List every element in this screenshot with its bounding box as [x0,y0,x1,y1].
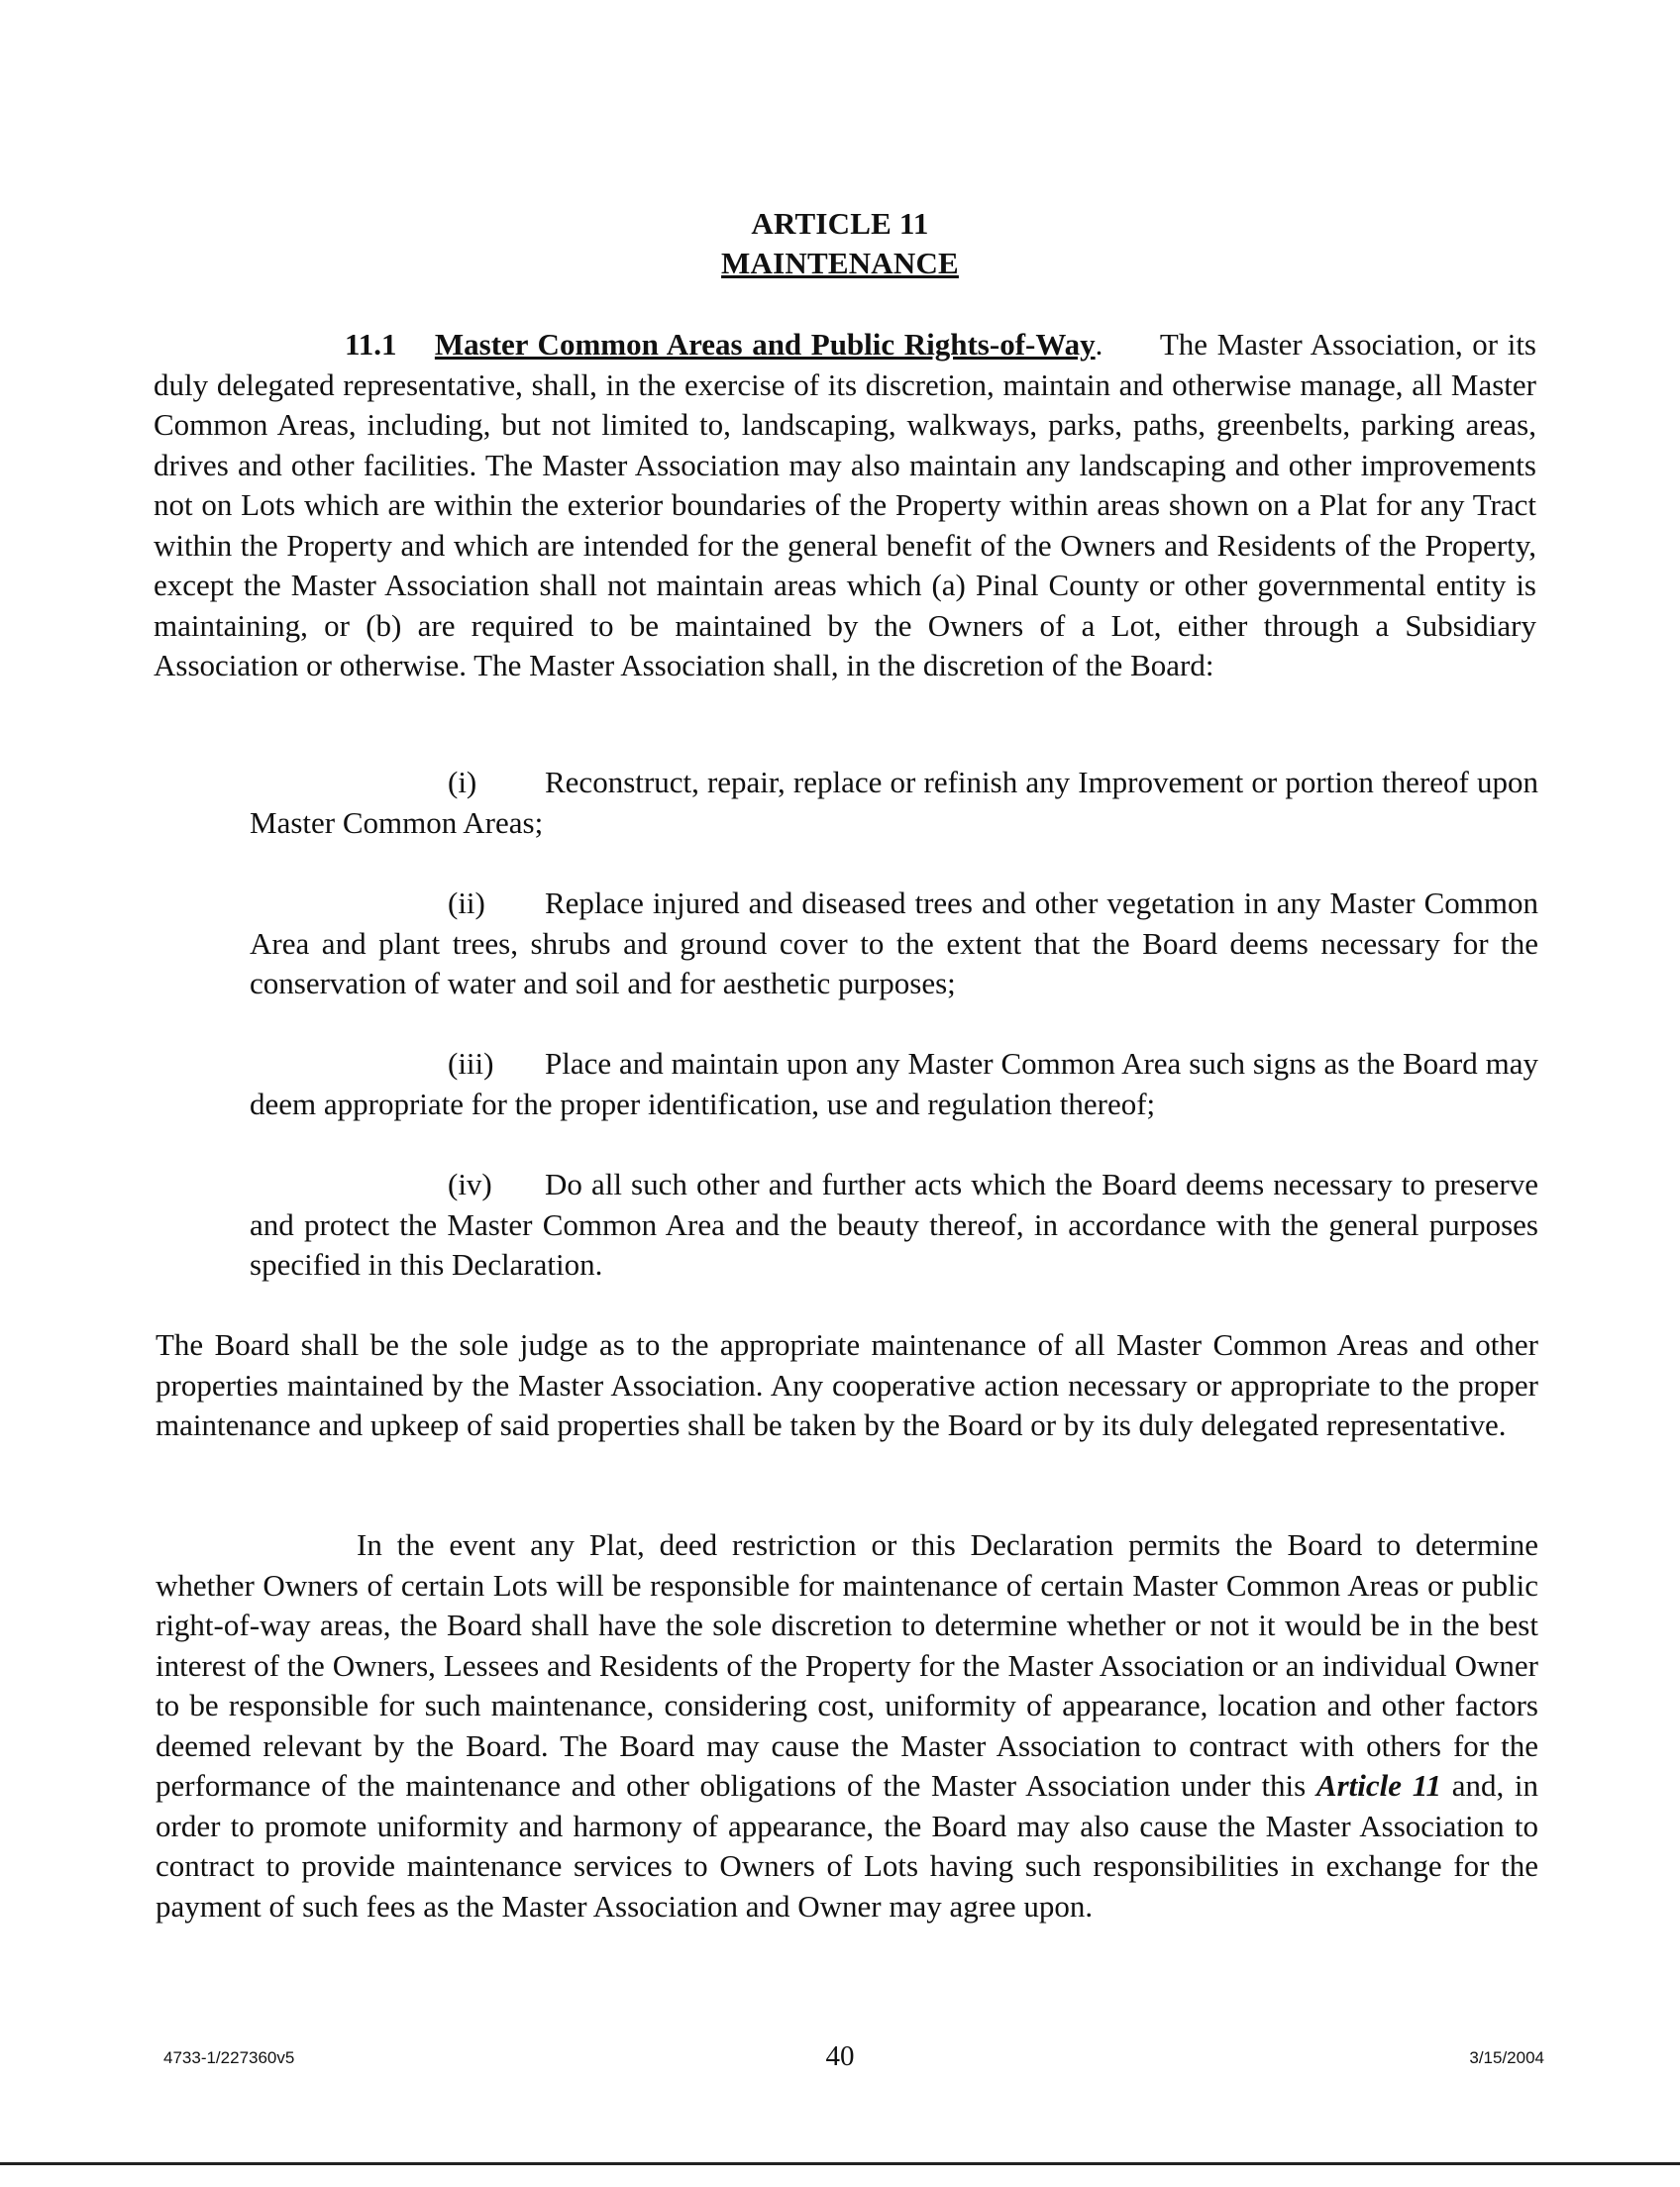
sub-item-label: (iv) [448,1167,492,1201]
section-body: The Master Association, or its duly delegated representative, shall, in the exercise of its discretion, maintain and otherwise manage, all Master Common Areas, including, but not limited to, landscaping, walkways, parks, paths, greenbelts, parking areas, drives and other facilities. The Master Association may also maintain any landscaping and other improvements not on Lots which are within the exterior boundaries of the Property within areas shown on a Plat for any Tract within the Property and which are intended for the general benefit of the Owners and Residents of the Property, except the Master Association shall not maintain areas which (a) Pinal County or other governmental entity is maintaining, or (b) are required to be maintained by the Owners of a Lot, either through a Subsidiary Association or otherwise. The Master Association shall, in the discretion of the Board: [154,327,1536,682]
sub-item [250,1044,1538,1124]
section-title: Master Common Areas and Public Rights-of-Way [434,327,1096,362]
event-paragraph-text: In the event any Plat, deed restriction or this Declaration permits the Board to determine whether Owners of certain Lots will be responsible for maintenance of certain Master Common Areas or public right-of-way areas, the Board shall have the sole discretion to determine whether or not it would be in the best interest of the Owners, Lessees and Residents of the Property for the Master Association or an individual Owner to be responsible for such maintenance, considering cost, uniformity of appearance, location and other factors deemed relevant by the Board. The Board may cause the Master Association to contract with others for the performance of the maintenance and other obligations of the Master Association under this [156,1527,1538,1803]
section-11-1-paragraph [154,325,1536,686]
bottom-rule [0,2162,1680,2165]
event-paragraph-text-continued: and, in order to promote uniformity and harmony of appearance, the Board may also cause the Master Association to contract to provide maintenance services to Owners of Lots having such responsibilities in exchange for the payment of such fees as the Master Association and Owner may agree upon. [156,1768,1538,1924]
sub-item [250,763,1538,843]
article-number: ARTICLE 11 [751,206,929,241]
sub-item-text: Replace injured and diseased trees and other vegetation in any Master Common Area and plant trees, shrubs and ground cover to the extent that the Board deems necessary for the conservation of water and soil and for aesthetic purposes; [250,885,1538,1000]
sub-item-text: Do all such other and further acts which the Board deems necessary to preserve and protect the Master Common Area and the beauty thereof, in accordance with the general purposes specified in this Declaration. [250,1167,1538,1282]
page-number: 40 [825,2040,855,2072]
section-title-period: . [1095,327,1103,362]
article-reference: Article 11 [1315,1768,1441,1803]
footer-document-id: 4733-1/227360v5 [163,2048,295,2067]
article-title: MAINTENANCE [721,246,959,280]
sub-item-label: (iii) [448,1046,494,1081]
sub-item-label: (ii) [448,885,485,920]
section-number: 11.1 [345,327,397,362]
board-judge-paragraph: The Board shall be the sole judge as to the appropriate maintenance of all Master Common Areas and other properties maintained by the Master Association. Any cooperative action necessary or appropriate to the proper maintenance and upkeep of said properties shall be taken by the Board or by its duly delegated representative. [156,1327,1538,1442]
sub-item-label: (i) [448,765,477,799]
sub-item [250,884,1538,1004]
event-paragraph [156,1525,1538,1927]
sub-item [250,1165,1538,1286]
footer-date: 3/15/2004 [1469,2048,1544,2067]
sub-item-text: Place and maintain upon any Master Common Area such signs as the Board may deem appropriate for the proper identification, use and regulation thereof; [250,1046,1538,1121]
sub-item-text: Reconstruct, repair, replace or refinish any Improvement or portion thereof upon Master Common Areas; [250,765,1538,840]
